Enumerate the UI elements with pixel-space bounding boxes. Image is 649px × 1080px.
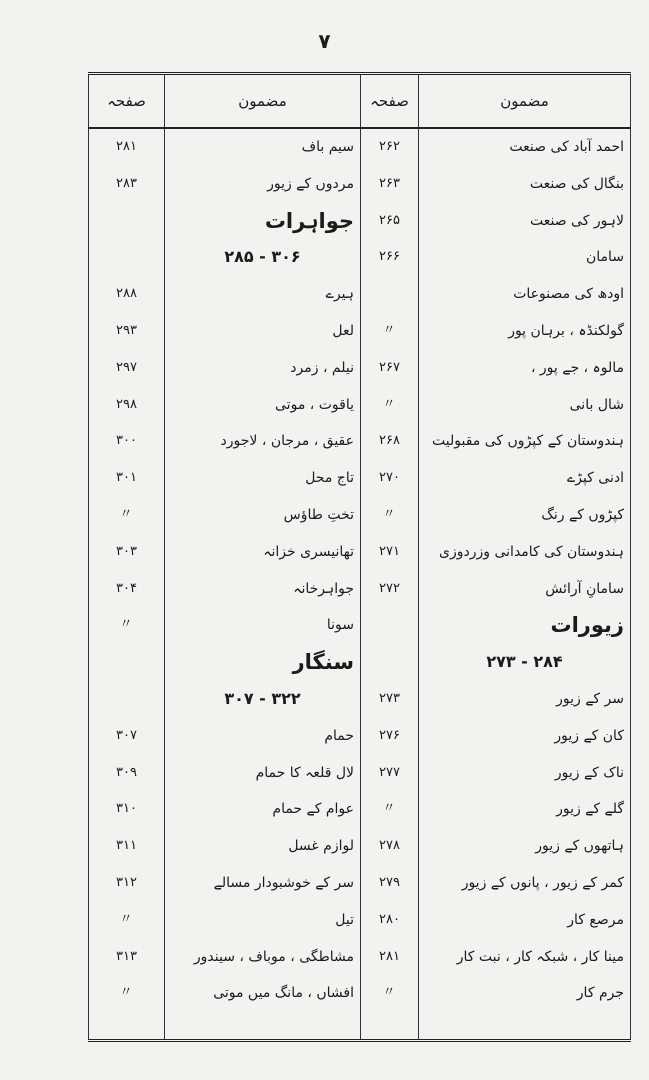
entry-title: ہیرے <box>325 286 354 303</box>
entry-page <box>89 681 164 718</box>
entry-title: مردوں کے زیور <box>267 175 354 192</box>
entry-page: ۳۰۴ <box>116 580 137 596</box>
header-left-page: صفحہ <box>89 74 165 129</box>
entry-page: ۲۷۲ <box>379 580 400 596</box>
entry-page: ۲۶۳ <box>379 175 400 191</box>
entry-page: ۳۰۷ <box>116 727 137 743</box>
entry-page: ۳۱۳ <box>116 948 137 964</box>
entry-title: کپڑوں کے رنگ <box>541 506 624 523</box>
entry-page: 〃 <box>382 506 397 522</box>
entry-title: شال بانی <box>569 396 624 413</box>
entry-title: مینا کار ، شبکہ کار ، نبت کار <box>456 948 624 965</box>
left-subject-column <box>165 128 361 1041</box>
entry-title: افشاں ، مانگ میں موتی <box>213 985 354 1002</box>
left-page-column <box>89 128 165 1041</box>
entry-title: ہندوستان کے کپڑوں کی مقبولیت <box>432 433 624 450</box>
entry-title: جواہرات <box>264 208 354 233</box>
entry-title: ۳۰۷ - ۳۲۲ <box>224 688 301 708</box>
entry-page: ۲۸۸ <box>116 286 137 302</box>
entry-title: سیم باف <box>301 139 354 155</box>
entry-title: ۲۷۳ - ۲۸۴ <box>486 652 563 672</box>
entry-title: تاج محل <box>305 470 354 487</box>
entry-title: مشاطگی ، موباف ، سیندور <box>193 948 354 965</box>
entry-title: عوام کے حمام <box>272 801 354 818</box>
entry-page <box>89 239 164 276</box>
entry-page: 〃 <box>382 396 397 412</box>
entry-title: ہاتھوں کے زیور <box>535 838 624 855</box>
entry-page <box>89 644 164 681</box>
entry-page: ۲۸۱ <box>116 139 137 154</box>
entry-title: سر کے خوشبودار مسالے <box>213 874 354 891</box>
entry-page <box>361 644 418 681</box>
entry-page: ۲۸۳ <box>116 175 137 191</box>
entry-page: ۲۹۷ <box>116 359 137 375</box>
contents-table <box>88 72 631 1042</box>
entry-page: ۲۷۷ <box>379 764 400 780</box>
entry-title: سونا <box>326 617 354 634</box>
entry-title: گولکنڈہ ، برہان پور <box>508 322 624 339</box>
entry-page: 〃 <box>382 801 397 817</box>
entry-page: ۲۹۳ <box>116 322 137 338</box>
entry-title: سر کے زیور <box>556 690 624 707</box>
entry-page: ۳۰۹ <box>116 764 137 780</box>
entry-title: لوازم غسل <box>288 838 354 855</box>
entry-title: تیل <box>335 911 354 928</box>
entry-page <box>361 607 418 644</box>
entry-page: ۲۹۸ <box>116 396 137 412</box>
entry-title: کمر کے زیور ، پانوں کے زیور <box>461 874 624 891</box>
right-subject-column <box>419 128 631 1041</box>
entry-page: 〃 <box>382 985 397 1001</box>
entry-page: ۲۶۲ <box>379 139 400 154</box>
right-page-column <box>361 128 419 1041</box>
entry-page <box>89 203 164 240</box>
entry-title: سنگار <box>292 650 354 675</box>
entry-title: اودھ کی مصنوعات <box>513 286 624 303</box>
header-left-subject: مضمون <box>165 74 361 129</box>
entry-title: تختِ طاؤس <box>283 506 354 523</box>
entry-title: نیلم ، زمرد <box>290 359 354 376</box>
entry-title: جواہرخانہ <box>293 580 354 597</box>
entry-page: ۲۸۰ <box>379 911 400 927</box>
entry-page: ۳۱۰ <box>116 801 137 817</box>
entry-title: یاقوت ، موتی <box>275 396 354 413</box>
entry-title: مرصع کار <box>567 911 624 928</box>
entry-title: عقیق ، مرجان ، لاجورد <box>220 433 354 450</box>
entry-page: ۳۰۱ <box>116 470 137 486</box>
entry-title: لعل <box>332 322 354 339</box>
entry-page: ۳۰۳ <box>116 543 137 559</box>
entry-title: لال قلعہ کا حمام <box>255 764 354 781</box>
entry-title: ۲۸۵ - ۳۰۶ <box>224 247 301 267</box>
entry-page: 〃 <box>382 322 397 338</box>
entry-title: جرم کار <box>576 985 624 1002</box>
entry-page: ۲۷۹ <box>379 874 400 890</box>
entry-title: حمام <box>324 727 354 744</box>
entry-title: گلے کے زیور <box>556 801 624 818</box>
entry-page: 〃 <box>119 506 134 522</box>
entry-title: احمد آباد کی صنعت <box>509 139 624 155</box>
entry-page: ۳۰۰ <box>116 433 137 449</box>
entry-title: بنگال کی صنعت <box>529 175 624 192</box>
entry-page: ۲۶۸ <box>379 433 400 449</box>
entry-page: ۲۸۱ <box>379 948 400 964</box>
entry-title: تھانیسری خزانہ <box>263 543 354 560</box>
entry-page: 〃 <box>119 617 134 633</box>
entry-page: 〃 <box>119 985 134 1001</box>
entry-title: ہندوستان کی کامدانی وزردوزی <box>439 543 624 560</box>
entry-title: ناک کے زیور <box>554 764 624 781</box>
entry-page: ۲۷۳ <box>379 690 400 706</box>
entry-page: ۳۱۲ <box>116 874 137 890</box>
entry-page: ۲۶۶ <box>379 249 400 265</box>
entry-title: کان کے زیور <box>554 727 624 744</box>
entry-title: لاہور کی صنعت <box>529 212 624 229</box>
entry-page: ۳۱۱ <box>116 838 137 854</box>
entry-page: ۲۶۷ <box>379 359 400 375</box>
entry-title: ادنی کپڑے <box>567 470 624 487</box>
header-right-subject: مضمون <box>419 74 631 129</box>
entry-title: سامانِ آرائش <box>545 580 624 597</box>
entry-title: سامان <box>585 249 624 266</box>
entry-page: ۲۷۶ <box>379 727 400 743</box>
entry-title: مالوہ ، جے پور ، <box>530 359 624 376</box>
entry-page: ۲۷۰ <box>379 470 400 486</box>
entry-page: ۲۶۵ <box>379 212 400 228</box>
entry-page <box>361 276 418 313</box>
entry-page: 〃 <box>119 911 134 927</box>
header-right-page: صفحہ <box>361 74 419 129</box>
entry-page: ۲۷۸ <box>379 838 400 854</box>
page-number: ۷ <box>318 29 331 53</box>
entry-page: ۲۷۱ <box>379 543 400 559</box>
entry-title: زیورات <box>550 613 624 638</box>
